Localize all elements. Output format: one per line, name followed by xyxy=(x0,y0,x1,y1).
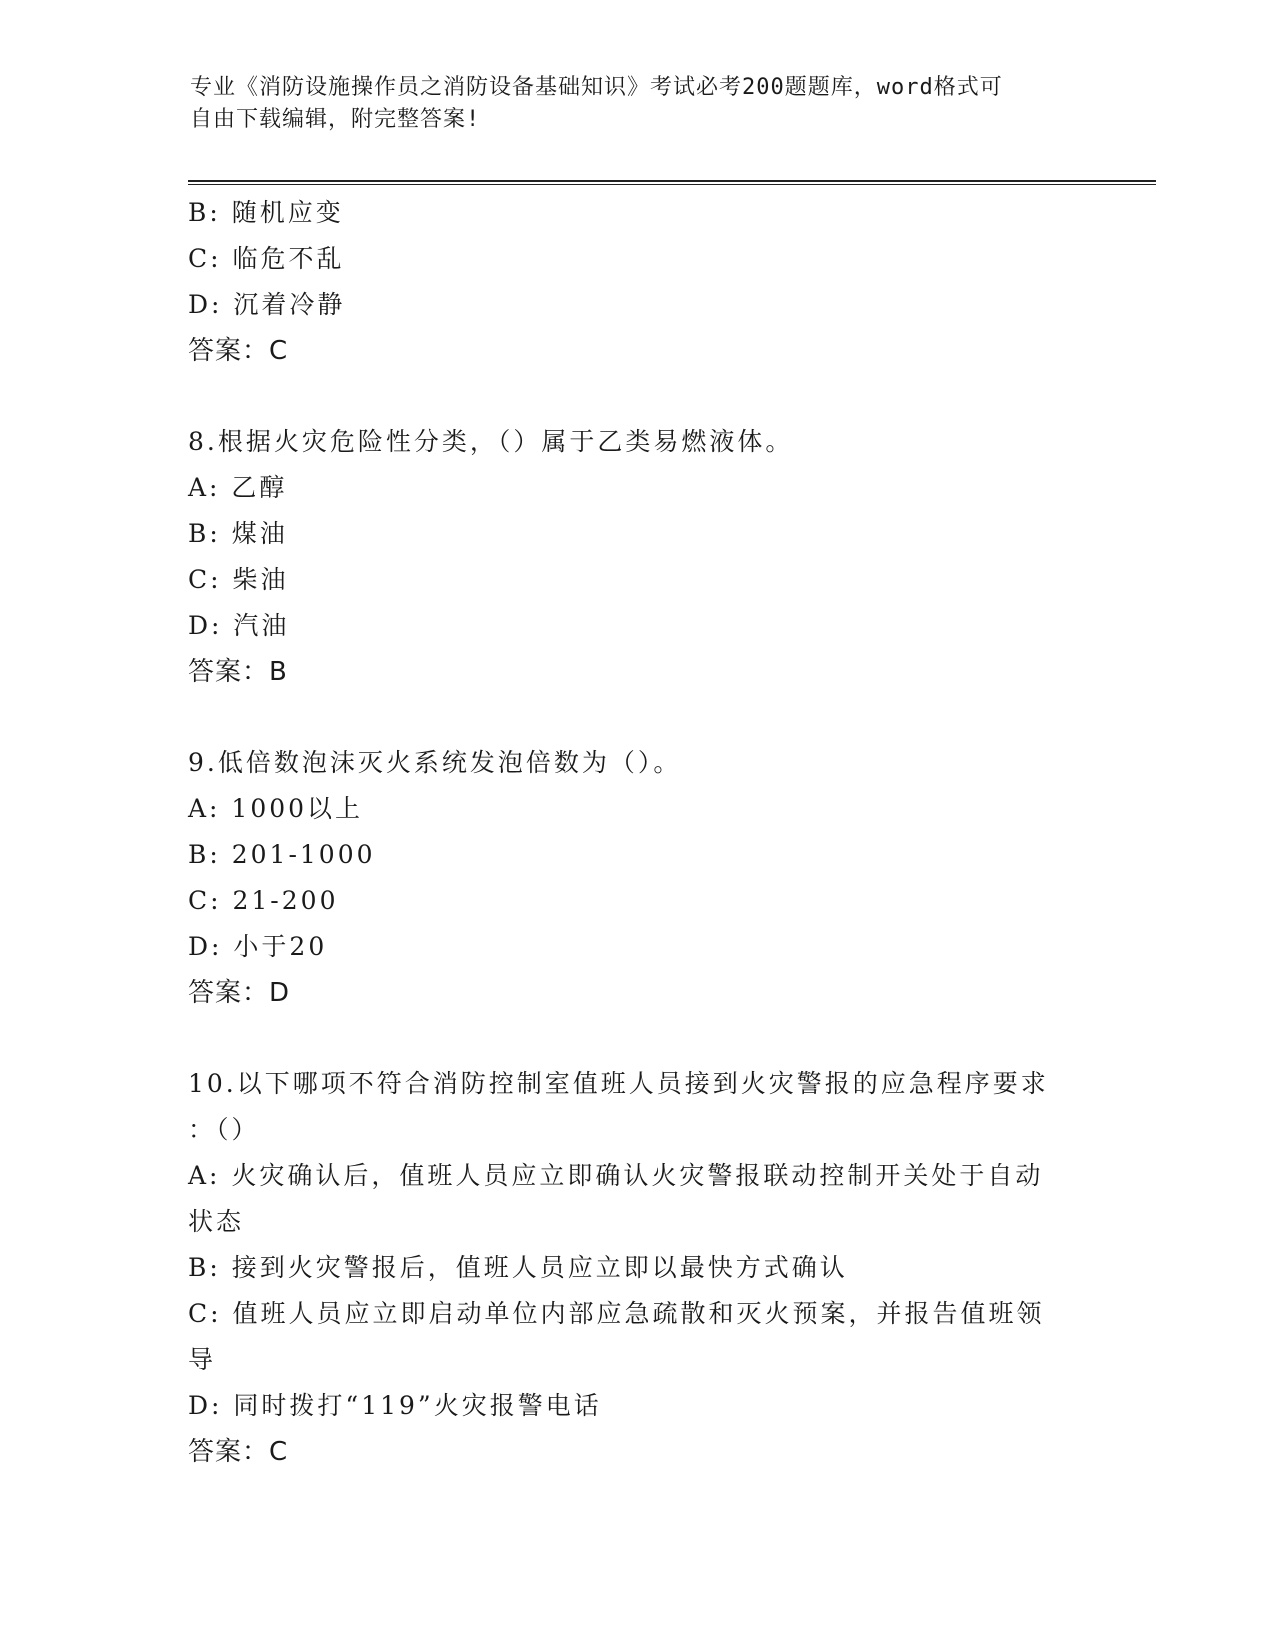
option-c-line-2: 导 xyxy=(188,1345,217,1374)
option-d: D: 小于20 xyxy=(188,932,328,961)
spacer xyxy=(188,695,1088,740)
answer-line: 答案：C xyxy=(188,1437,289,1467)
option-a: A: 1000以上 xyxy=(188,794,364,823)
option-d: D: 同时拨打“119”火灾报警电话 xyxy=(188,1391,602,1420)
question-8 xyxy=(188,419,1088,695)
spacer xyxy=(188,374,1088,419)
option-a-line-2: 状态 xyxy=(188,1207,245,1236)
option-a: A: 乙醇 xyxy=(188,473,288,502)
option-c: C: 柴油 xyxy=(188,565,289,594)
answer-line: 答案：B xyxy=(188,657,288,687)
question-10 xyxy=(188,1061,1088,1475)
document-header xyxy=(190,72,1090,136)
question-9 xyxy=(188,740,1088,1016)
option-c-line-1: C: 值班人员应立即启动单位内部应急疏散和灭火预案，并报告值班领 xyxy=(188,1299,1045,1328)
option-d: D: 汽油 xyxy=(188,611,290,640)
prev-question-block xyxy=(188,190,1088,374)
spacer xyxy=(188,1016,1088,1061)
option-d: D: 沉着冷静 xyxy=(188,290,346,319)
answer-line: 答案：C xyxy=(188,336,289,366)
question-list xyxy=(188,190,1088,1475)
option-b: B: 随机应变 xyxy=(188,198,344,227)
option-b: B: 201-1000 xyxy=(188,840,376,869)
header-line-2: 自由下载编辑，附完整答案! xyxy=(190,107,481,132)
option-c: C: 21-200 xyxy=(188,886,339,915)
option-b: B: 煤油 xyxy=(188,519,288,548)
question-stem: 9.低倍数泡沫灭火系统发泡倍数为（）。 xyxy=(188,748,682,777)
option-b: B: 接到火灾警报后，值班人员应立即以最快方式确认 xyxy=(188,1253,848,1282)
header-divider xyxy=(188,180,1156,185)
answer-line: 答案：D xyxy=(188,978,291,1008)
option-c: C: 临危不乱 xyxy=(188,244,345,273)
question-stem: 8.根据火灾危险性分类，（）属于乙类易燃液体。 xyxy=(188,427,794,456)
option-a-line-1: A: 火灾确认后，值班人员应立即确认火灾警报联动控制开关处于自动 xyxy=(188,1161,1044,1190)
question-stem-line-2: ：（） xyxy=(188,1115,260,1144)
header-line-1: 专业《消防设施操作员之消防设备基础知识》考试必考200题题库，word格式可 xyxy=(190,75,1003,100)
question-stem-line-1: 10.以下哪项不符合消防控制室值班人员接到火灾警报的应急程序要求 xyxy=(188,1069,1049,1098)
